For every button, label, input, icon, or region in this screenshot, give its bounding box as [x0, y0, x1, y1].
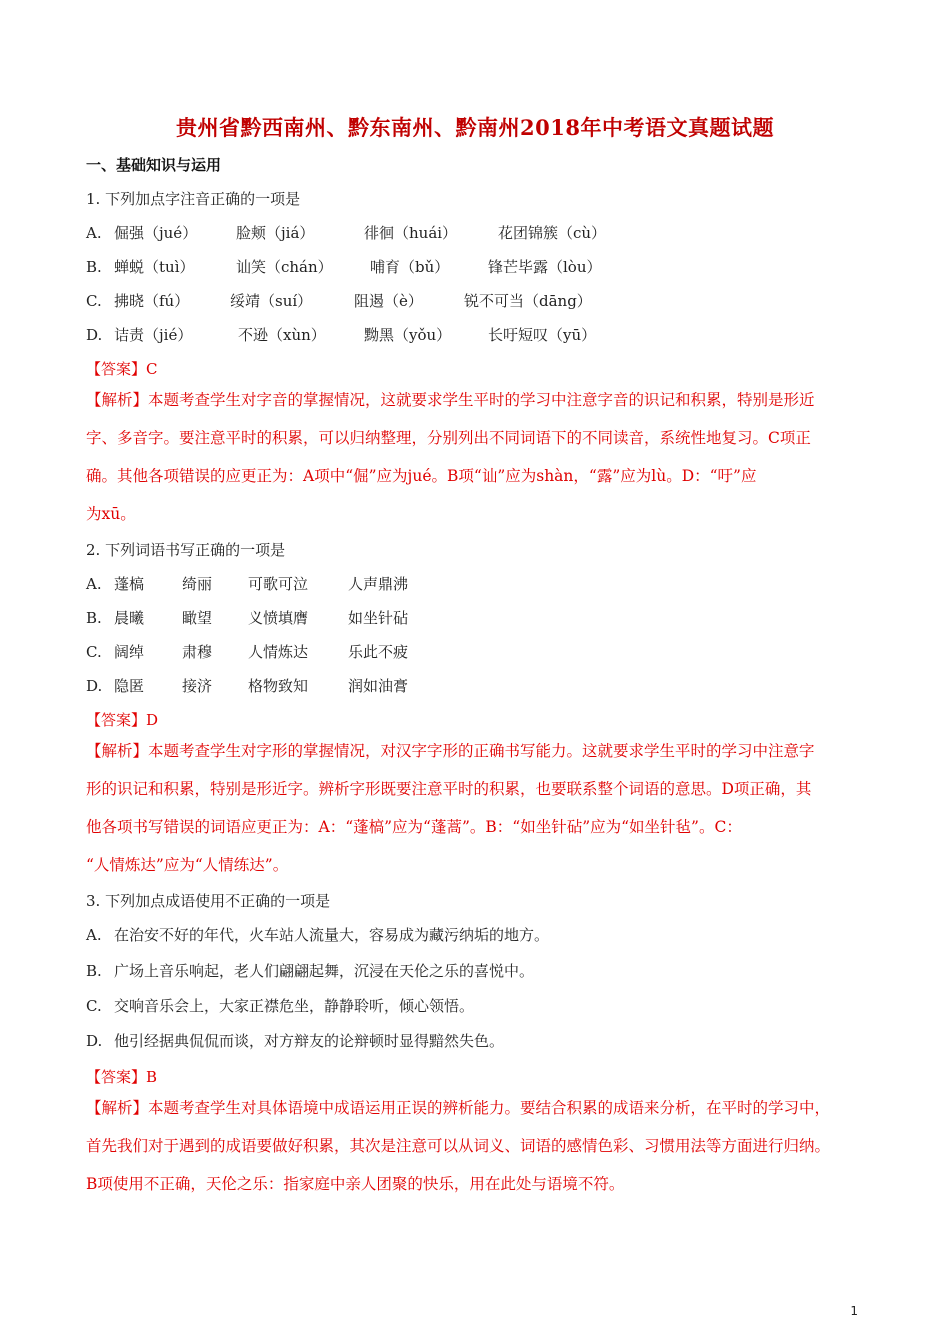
option-letter: D. [86, 1032, 103, 1050]
option-text: 他引经据典侃侃而谈，对方辩友的论辩顿时显得黯然失色。 [114, 1032, 505, 1050]
section-heading: 一、基础知识与运用 [86, 156, 222, 174]
option-item: 拂晓（fú） [114, 292, 190, 310]
explanation-line: B项使用不正确，天伦之乐：指家庭中亲人团聚的快乐，用在此处与语境不符。 [86, 1175, 625, 1193]
question-1-answer: 【答案】C [86, 360, 158, 378]
option-item: 肃穆 [182, 643, 213, 661]
page-title: 贵州省黔西南州、黔东南州、黔南州2018年中考语文真题试题 [176, 115, 774, 140]
question-1-option-c [86, 290, 592, 311]
explanation-line: 【解析】本题考查学生对字音的掌握情况，这就要求学生平时的学习中注意字音的识记和积累，特别是形近 [86, 391, 815, 409]
option-letter: B. [86, 609, 102, 627]
option-letter: D. [86, 326, 103, 344]
question-3-stem: 3. 下列加点成语使用不正确的一项是 [86, 892, 331, 910]
page-number: 1 [850, 1304, 858, 1318]
option-item: 瞰望 [182, 609, 213, 627]
option-letter: B. [86, 962, 102, 980]
option-item: 蓬槁 [114, 575, 145, 593]
option-item: 如坐针砧 [348, 609, 409, 627]
option-text: 交响音乐会上，大家正襟危坐，静静聆听，倾心领悟。 [114, 997, 475, 1015]
option-item: 润如油膏 [348, 677, 409, 695]
option-item: 阔绰 [114, 643, 145, 661]
question-3-option-c [86, 995, 474, 1016]
question-3-explanation [86, 1089, 876, 1203]
question-2-answer: 【答案】D [86, 711, 159, 729]
option-letter: C. [86, 292, 102, 310]
question-2-option-a [86, 573, 408, 594]
option-item: 人情炼达 [248, 643, 309, 661]
question-2-option-c [86, 641, 408, 662]
explanation-line: 形的识记和积累，特别是形近字。辨析字形既要注意平时的积累，也要联系整个词语的意思。D项正确，其 [86, 780, 812, 798]
option-item: 诘责（jié） [114, 326, 193, 344]
option-item: 哺育（bǔ） [370, 258, 450, 276]
explanation-line: 【解析】本题考查学生对具体语境中成语运用正误的辨析能力。要结合积累的成语来分析，在平时的学习中， [86, 1099, 831, 1117]
option-item: 锐不可当（dāng） [464, 292, 592, 310]
option-letter: C. [86, 643, 102, 661]
option-text: 在治安不好的年代，火车站人流量大，容易成为藏污纳垢的地方。 [114, 926, 550, 944]
option-letter: D. [86, 677, 103, 695]
option-item: 绥靖（suí） [230, 292, 313, 310]
option-item: 蝉蜕（tuì） [114, 258, 195, 276]
question-1-explanation [86, 381, 876, 533]
option-item: 长吁短叹（yū） [488, 326, 597, 344]
option-item: 黝黑（yǒu） [364, 326, 452, 344]
option-text: 广场上音乐响起，老人们翩翩起舞，沉浸在天伦之乐的喜悦中。 [114, 962, 535, 980]
explanation-line: 确。其他各项错误的应更正为：A项中“倔”应为jué。B项“讪”应为shàn，“露”应为lù。D：“吁”应 [86, 467, 757, 485]
option-item: 阻遏（è） [354, 292, 423, 310]
option-item: 可歌可泣 [248, 575, 309, 593]
option-item: 花团锦簇（cù） [498, 224, 607, 242]
option-item: 不逊（xùn） [238, 326, 326, 344]
option-item: 义愤填膺 [248, 609, 309, 627]
explanation-line: 首先我们对于遇到的成语要做好积累，其次是注意可以从词义、词语的感情色彩、习惯用法等方面进行归纳。 [86, 1137, 831, 1155]
question-1-stem: 1. 下列加点字注音正确的一项是 [86, 190, 301, 208]
question-1-option-a [86, 222, 606, 243]
option-letter: A. [86, 575, 102, 593]
question-1-option-d [86, 324, 596, 345]
option-item: 脸颊（jiá） [236, 224, 315, 242]
question-2-option-b [86, 607, 408, 628]
option-item: 乐此不疲 [348, 643, 409, 661]
option-item: 隐匿 [114, 677, 145, 695]
option-item: 倔强（jué） [114, 224, 198, 242]
option-item: 锋芒毕露（lòu） [488, 258, 602, 276]
question-2-explanation [86, 732, 876, 884]
explanation-line: 【解析】本题考查学生对字形的掌握情况，对汉字字形的正确书写能力。这就要求学生平时的学习中注意字 [86, 742, 815, 760]
question-3-answer: 【答案】B [86, 1068, 158, 1086]
option-item: 人声鼎沸 [348, 575, 409, 593]
option-item: 绮丽 [182, 575, 213, 593]
option-item: 接济 [182, 677, 213, 695]
option-letter: B. [86, 258, 102, 276]
explanation-line: 为xū。 [86, 505, 136, 523]
explanation-line: 他各项书写错误的词语应更正为：A：“蓬槁”应为“蓬蒿”。B：“如坐针砧”应为“如坐针毡”。C： [86, 818, 742, 836]
question-3-option-b [86, 960, 534, 981]
option-item: 晨曦 [114, 609, 145, 627]
question-2-stem: 2. 下列词语书写正确的一项是 [86, 541, 286, 559]
question-1-option-b [86, 256, 602, 277]
question-3-option-a [86, 924, 549, 945]
option-item: 格物致知 [248, 677, 309, 695]
option-letter: A. [86, 224, 102, 242]
option-item: 徘徊（huái） [364, 224, 458, 242]
option-letter: A. [86, 926, 102, 944]
explanation-line: “人情炼达”应为“人情练达”。 [86, 856, 289, 874]
option-letter: C. [86, 997, 102, 1015]
explanation-line: 字、多音字。要注意平时的积累，可以归纳整理，分别列出不同词语下的不同读音，系统性地复习。C项正 [86, 429, 811, 447]
option-item: 讪笑（chán） [236, 258, 333, 276]
question-3-option-d [86, 1030, 504, 1051]
question-2-option-d [86, 675, 408, 696]
